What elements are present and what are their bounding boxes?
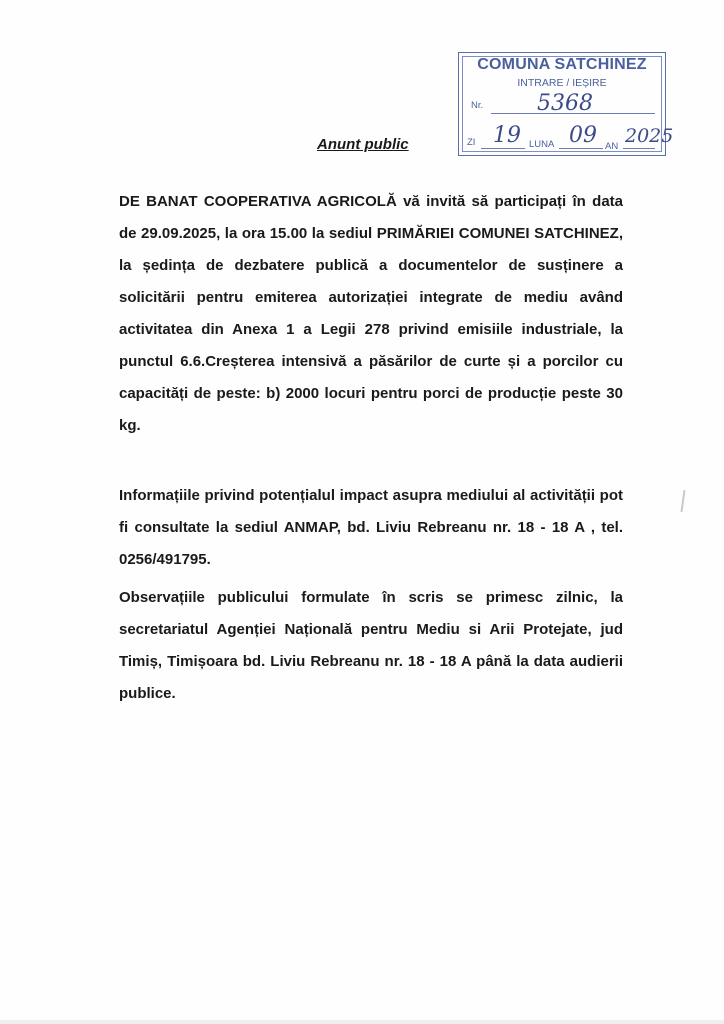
document-heading: Anunt public xyxy=(317,136,409,153)
stamp-nr-label: Nr. xyxy=(471,100,484,111)
registration-stamp xyxy=(458,52,674,156)
stamp-an-line xyxy=(623,148,655,149)
stamp-luna-line xyxy=(559,148,603,149)
scan-bottom-edge xyxy=(0,1020,724,1024)
pen-mark xyxy=(680,490,685,512)
stamp-an-handwritten: 2025 xyxy=(625,125,674,147)
stamp-subtitle: INTRARE / IEȘIRE xyxy=(517,77,607,89)
stamp-luna-label: LUNA xyxy=(529,139,555,150)
stamp-an-label: AN xyxy=(605,141,619,152)
stamp-luna-handwritten: 09 xyxy=(569,123,597,148)
stamp-zi-line xyxy=(481,148,525,149)
paragraph-observations: Observațiile publicului formulate în scris se primesc zilnic, la secretariatul Agenției Națională pentru Mediu si Arii Protejate, jud Timiș, Timișoara bd. Liviu Rebreanu nr. 18 - 18 A până la data audierii publice. xyxy=(119,589,623,702)
paragraph-information: Informațiile privind potențialul impact asupra mediului al activității pot fi consultate la sediul ANMAP, bd. Liviu Rebreanu nr. 18 - 18 A , tel. 0256/491795. xyxy=(119,487,623,568)
stamp-nr-handwritten: 5368 xyxy=(537,91,593,116)
paragraph-invitation: DE BANAT COOPERATIVA AGRICOLĂ vă invită să participați în data de 29.09.2025, la ora 15.00 la sediul PRIMĂRIEI COMUNEI SATCHINEZ, la ședința de dezbatere publică a documentelor de susținere a solicitării pentru emiterea autorizației integrate de mediu având activitatea din Anexa 1 a Legii 278 privind emisiile industriale, la punctul 6.6.Creșterea intensivă a păsărilor de curte și a porcilor cu capacități de peste: b) 2000 locuri pentru porci de producție peste 30 kg. xyxy=(119,193,623,434)
stamp-zi-handwritten: 19 xyxy=(493,123,521,148)
stamp-title: COMUNA SATCHINEZ xyxy=(477,56,647,73)
stamp-zi-label: ZI xyxy=(467,137,476,148)
